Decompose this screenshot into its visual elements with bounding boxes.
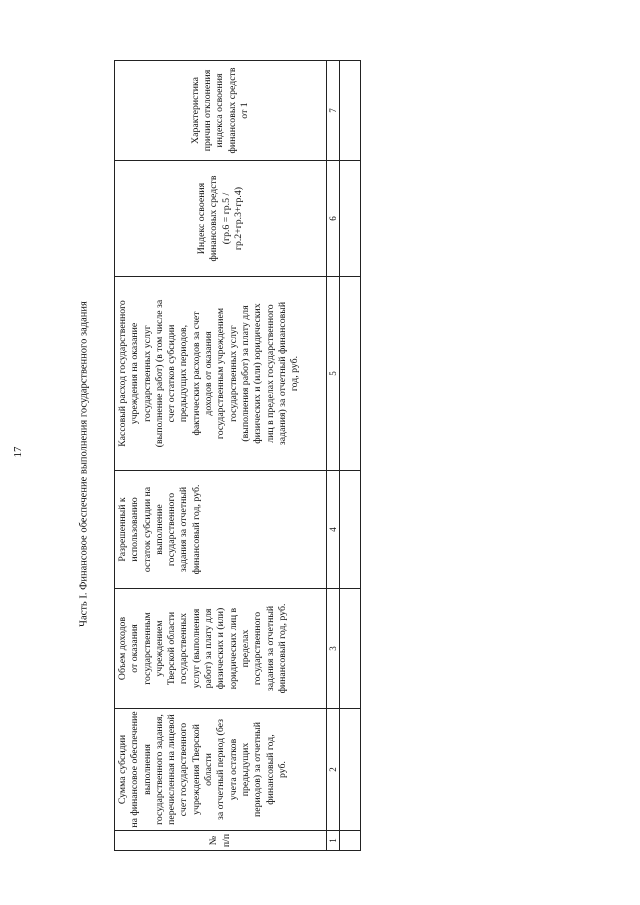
table-header-row bbox=[115, 61, 327, 851]
header-text-line: Сумма субсидии bbox=[117, 734, 128, 805]
header-text-line: учреждения Тверской bbox=[190, 724, 202, 815]
header-text-line: финансовых средств bbox=[208, 175, 220, 262]
header-text-line: (выполнение работ) (в том числе за bbox=[153, 299, 165, 448]
header-cell-permitted-balance bbox=[115, 471, 327, 589]
header-text-line: работ) за плату для bbox=[203, 608, 215, 689]
header-text-line: задания за отчетный bbox=[178, 486, 190, 573]
empty-cell bbox=[340, 831, 361, 851]
header-text-line: год, руб. bbox=[289, 355, 301, 392]
empty-cell bbox=[340, 277, 361, 471]
header-cell-income-volume bbox=[115, 589, 327, 709]
header-text-line: перечисленная на лицевой bbox=[166, 714, 178, 825]
column-number-cell: 1 bbox=[327, 831, 340, 851]
column-number-cell: 2 bbox=[327, 709, 340, 831]
header-cell-development-index bbox=[115, 161, 327, 277]
header-text-line: государственного bbox=[166, 492, 178, 567]
header-text-line: юридических лиц в bbox=[227, 607, 239, 690]
header-text-line: от 1 bbox=[238, 102, 250, 119]
header-text-line: государственного bbox=[252, 611, 264, 686]
header-cell-no bbox=[115, 831, 327, 851]
header-text-line: (гр.6 = гр.5 / bbox=[220, 192, 232, 245]
header-text-line: причин отклонения bbox=[202, 69, 214, 152]
empty-cell bbox=[340, 161, 361, 277]
financial-table-container bbox=[114, 61, 361, 851]
column-number-cell: 3 bbox=[327, 589, 340, 709]
header-text-line: Тверской области bbox=[166, 611, 178, 686]
header-text-line: пределах bbox=[239, 629, 251, 668]
financial-table bbox=[114, 60, 361, 851]
column-number-cell: 7 bbox=[327, 61, 340, 161]
header-text-line: гр.2+гр.3+гр.4) bbox=[232, 186, 244, 251]
header-text-line: предыдущих периодов, bbox=[178, 324, 190, 423]
header-text-line: физических и (или) юридических bbox=[252, 303, 264, 444]
header-text-line: учреждением bbox=[153, 620, 165, 677]
header-text-line: № bbox=[208, 835, 220, 846]
empty-cell bbox=[340, 589, 361, 709]
header-text-line: задания за отчетный bbox=[264, 605, 276, 692]
header-cell-cash-expenditure bbox=[115, 277, 327, 471]
column-number-cell: 4 bbox=[327, 471, 340, 589]
header-text-line: периодов) за отчетный bbox=[252, 722, 264, 817]
header-text-line: счет остатков субсидии bbox=[166, 324, 178, 423]
empty-data-row bbox=[340, 61, 361, 851]
header-text-line: государственных услуг bbox=[141, 325, 153, 422]
header-text-line: финансовый год, руб. bbox=[190, 484, 202, 575]
part-title: Часть I. Финансовое обеспечение выполнения государственного задания bbox=[78, 301, 90, 627]
header-text-line: фактических расходов за счет bbox=[190, 311, 202, 436]
header-text-line: индекса освоения bbox=[214, 73, 226, 148]
header-text-line: Кассовый расход государственного bbox=[117, 300, 128, 447]
header-text-line: Объем доходов bbox=[117, 616, 128, 681]
column-number-cell: 6 bbox=[327, 161, 340, 277]
header-text-line: счет государственного bbox=[178, 722, 190, 817]
header-text-line: финансовый год, bbox=[264, 734, 276, 805]
header-text-line: доходов от оказания bbox=[203, 331, 215, 416]
header-text-line: лиц в пределах государственного bbox=[264, 304, 276, 443]
empty-cell bbox=[340, 709, 361, 831]
header-text-line: задания) за отчетный финансовый bbox=[276, 301, 288, 446]
column-number-cell: 5 bbox=[327, 277, 340, 471]
header-text-line: услуг (выполнения bbox=[190, 608, 202, 689]
header-text-line: за отчетный период (без bbox=[215, 718, 227, 821]
header-text-line: Характеристика bbox=[189, 77, 201, 144]
header-text-line: от оказания bbox=[129, 624, 141, 673]
header-text-line: (выполнения работ) за плату для bbox=[239, 305, 251, 442]
header-text-line: государственного задания, bbox=[153, 714, 165, 825]
header-text-line: государственным учреждением bbox=[215, 307, 227, 440]
header-text-line: области bbox=[203, 753, 215, 786]
column-number-row bbox=[327, 61, 340, 851]
header-text-line: использованию bbox=[129, 497, 141, 562]
header-text-line: Разрешенный к bbox=[117, 497, 128, 562]
header-text-line: выполнение bbox=[153, 504, 165, 555]
header-text-line: государственных услуг bbox=[227, 325, 239, 422]
page-number: 17 bbox=[12, 446, 24, 458]
header-text-line: финансовых средств bbox=[226, 67, 238, 154]
header-text-line: п/п bbox=[220, 833, 232, 848]
header-text-line: физических и (или) bbox=[215, 607, 227, 690]
header-text-line: выполнения bbox=[141, 744, 153, 795]
empty-cell bbox=[340, 61, 361, 161]
header-text-line: Индекс освоения bbox=[195, 182, 207, 255]
header-cell-subsidy-amount bbox=[115, 709, 327, 831]
header-cell-deviation-reasons bbox=[115, 61, 327, 161]
header-text-line: руб. bbox=[276, 761, 288, 778]
header-text-line: остаток субсидии на bbox=[141, 486, 153, 573]
empty-cell bbox=[340, 471, 361, 589]
header-text-line: учета остатков предыдущих bbox=[227, 738, 251, 801]
header-text-line: государственным bbox=[141, 612, 153, 685]
header-text-line: финансовый год, руб. bbox=[276, 603, 288, 694]
header-text-line: на финансовое обеспечение bbox=[129, 711, 141, 828]
header-text-line: государственных bbox=[178, 612, 190, 685]
header-text-line: учреждения на оказание bbox=[129, 322, 141, 425]
